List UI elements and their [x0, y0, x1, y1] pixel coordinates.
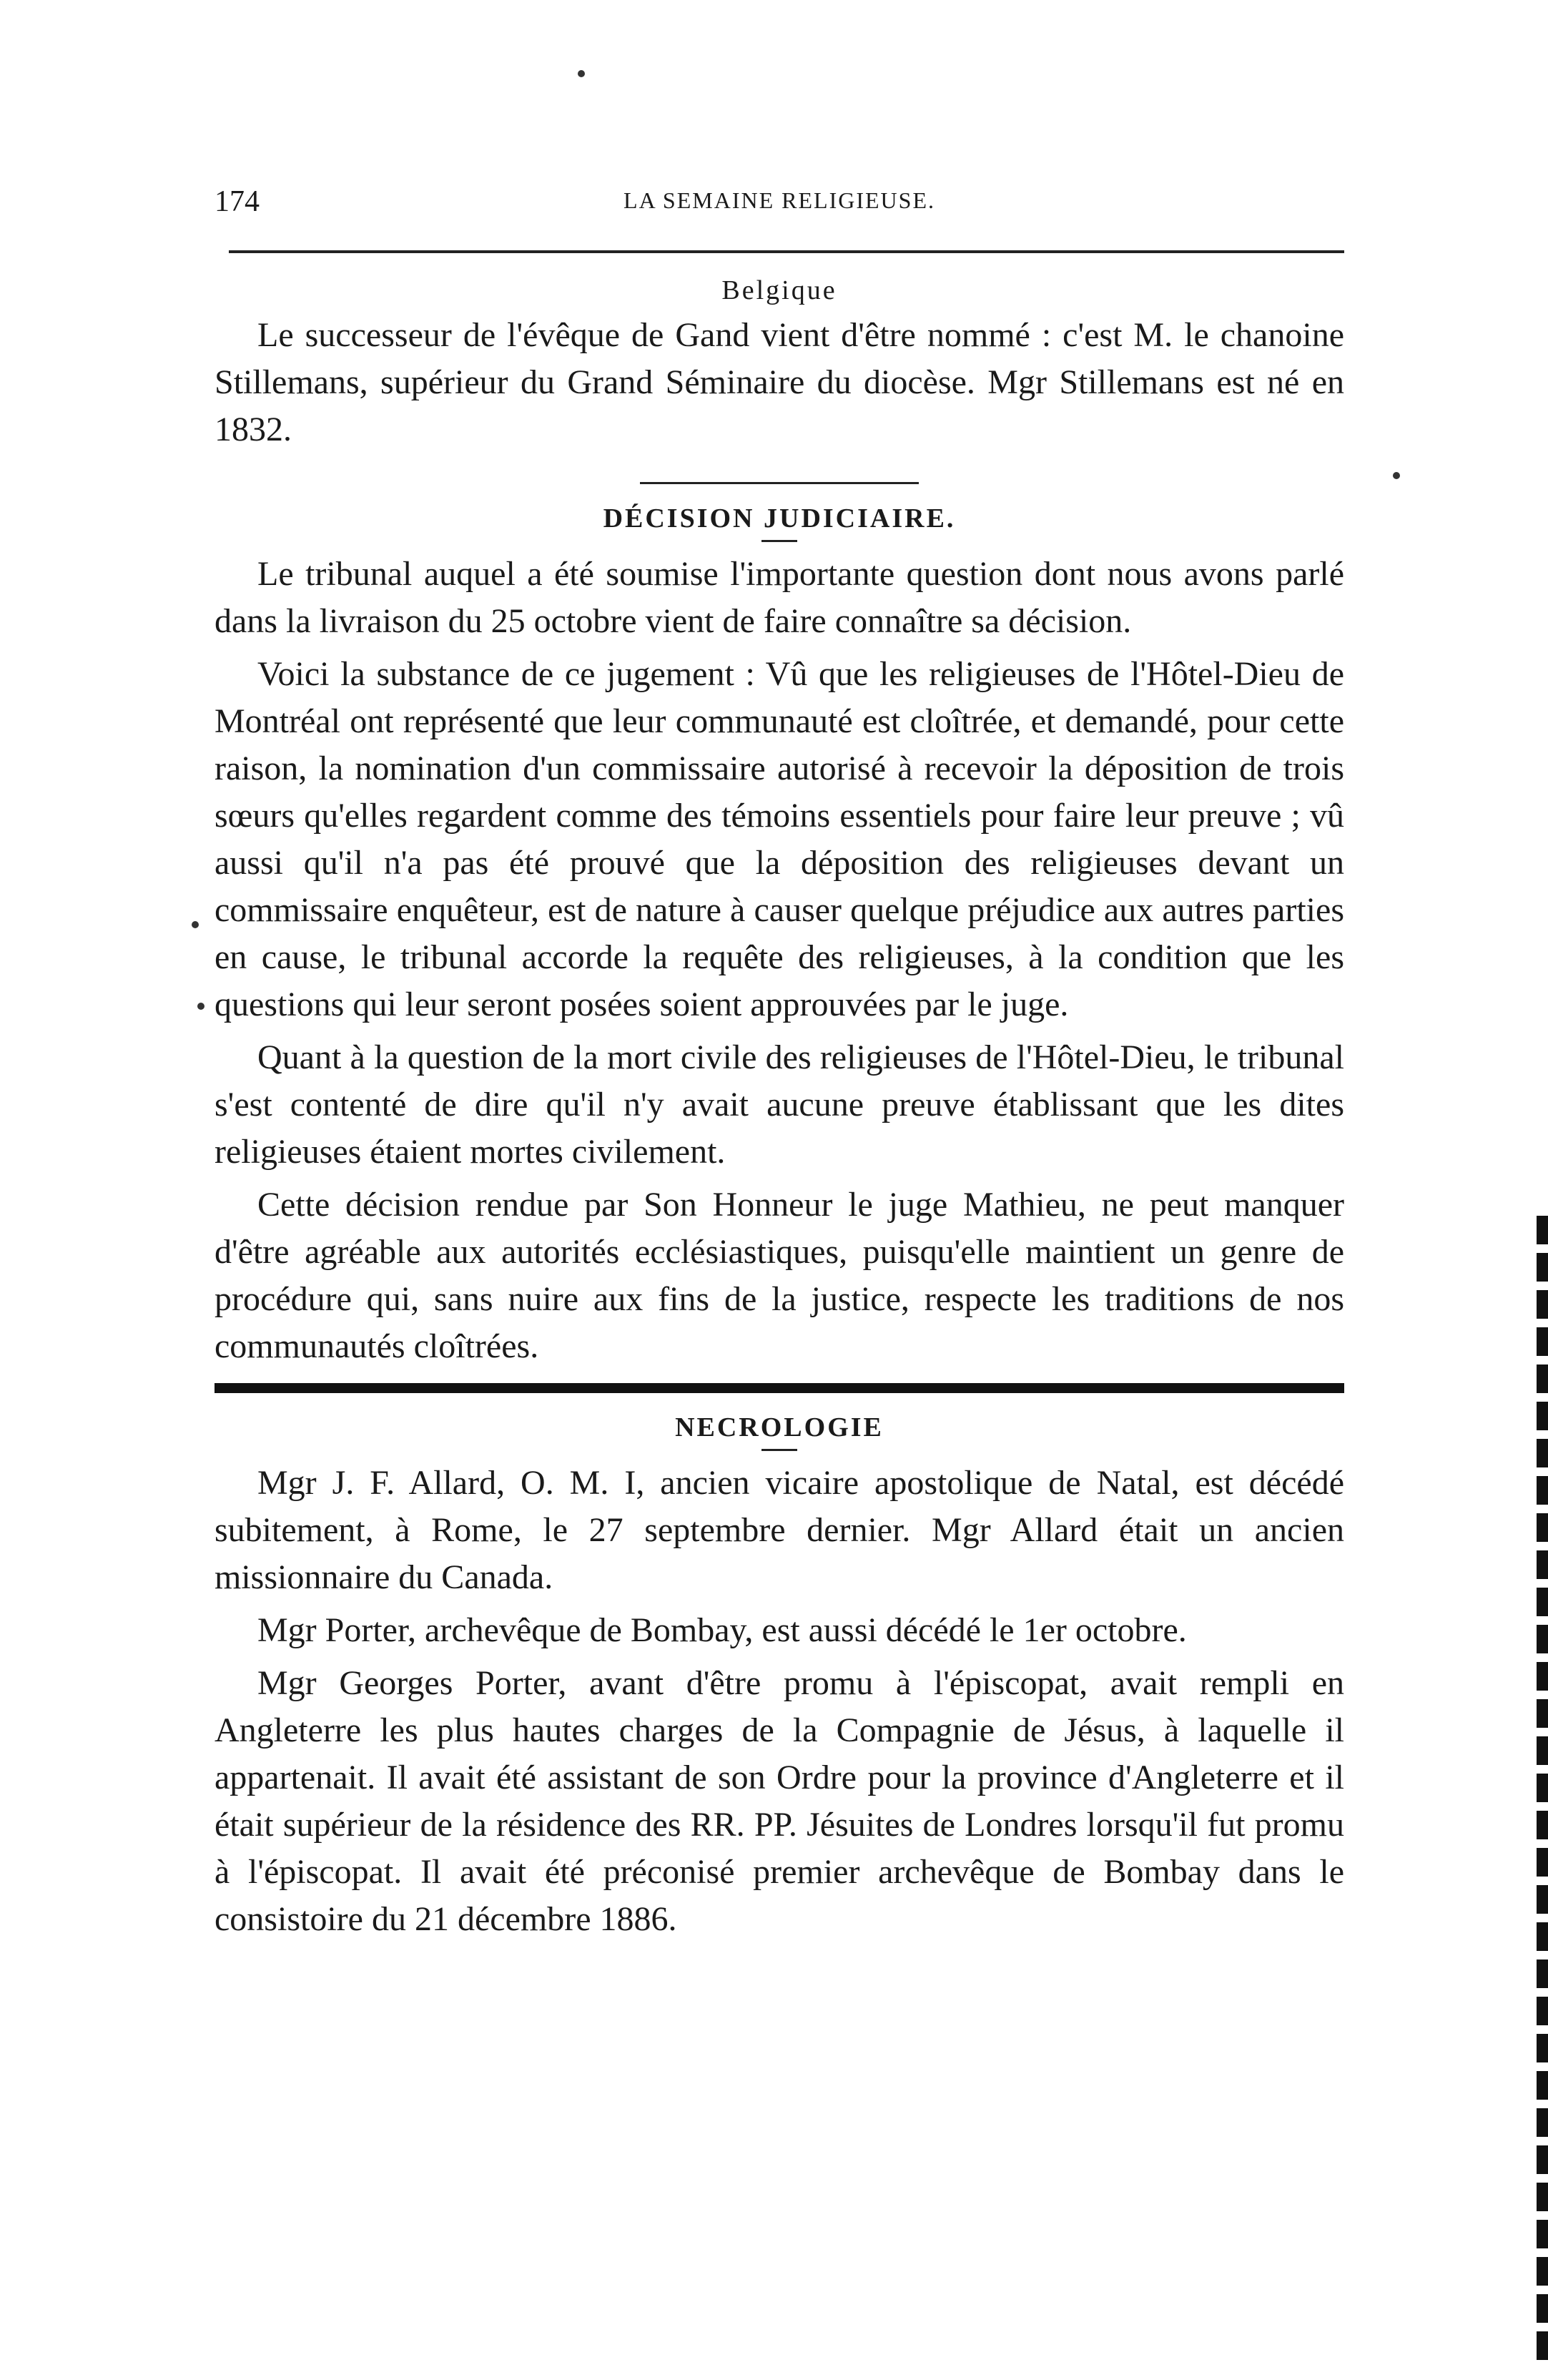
section-title-decision: DÉCISION JUDICIAIRE.: [603, 503, 956, 533]
page-edge-shadow: [1537, 1216, 1548, 2360]
section-decision-judiciaire: [215, 503, 1344, 1370]
title-dash: [761, 540, 797, 542]
page-number: 174: [215, 185, 260, 218]
section-belgique: [215, 275, 1344, 453]
page-content: [215, 179, 1344, 1943]
paragraph: Mgr Porter, archevêque de Bombay, est aussi décédé le 1er octobre.: [257, 1611, 1187, 1649]
section-divider-thick: [215, 1383, 1344, 1393]
print-speck: [1393, 472, 1400, 479]
paragraph: Cette décision rendue par Son Honneur le juge Mathieu, ne peut manquer d'être agréable aux autorités ecclésiastiques, puisqu'elle maintient un genre de procédure qui, sans nuire aux fins de la justice, respecte les traditions de nos communautés cloîtrées.: [215, 1186, 1344, 1365]
paragraph: Voici la substance de ce jugement : Vû que les religieuses de l'Hôtel-Dieu de Montréal ont représenté que leur communauté est cloîtrée, et demandé, pour cette raison, la nomination d'un commissaire autorisé à recevoir la déposition de trois sœurs qu'elles regardent comme des témoins essentiels pour faire leur preuve ; vû aussi qu'il n'a pas été prouvé que la déposition des religieuses devant un commissaire enquêteur, est de nature à causer quelque préjudice aux autres parties en cause, le tribunal accorde la requête des religieuses, à la condition que les questions qui leur seront posées soient approuvées par le juge.: [215, 655, 1344, 1023]
print-speck: [578, 70, 585, 77]
paragraph: Mgr J. F. Allard, O. M. I, ancien vicaire apostolique de Natal, est décédé subitement, à Rome, le 27 septembre dernier. Mgr Allard était un ancien missionnaire du Canada.: [215, 1464, 1344, 1596]
header-rule: [229, 250, 1344, 253]
running-header: [215, 179, 1344, 229]
section-divider: [640, 482, 919, 484]
print-speck: [197, 1003, 204, 1010]
section-necrologie: [215, 1412, 1344, 1943]
paragraph: Mgr Georges Porter, avant d'être promu à l'épiscopat, avait rempli en Angleterre les plus hautes charges de la Compagnie de Jésus, à laquelle il appartenait. Il avait été assistant de son Ordre pour la province d'Angleterre et il était supérieur de la résidence des RR. PP. Jésuites de Londres lorsqu'il fut promu à l'épiscopat. Il avait été préconisé premier archevêque de Bombay dans le consistoire du 21 décembre 1886.: [215, 1664, 1344, 1938]
running-title: LA SEMAINE RELIGIEUSE.: [623, 187, 935, 213]
paragraph: Le tribunal auquel a été soumise l'importante question dont nous avons parlé dans la livraison du 25 octobre vient de faire connaître sa décision.: [215, 555, 1344, 640]
paragraph: Le successeur de l'évêque de Gand vient d'être nommé : c'est M. le chanoine Stillemans, supérieur du Grand Séminaire du diocèse. Mgr Stillemans est né en 1832.: [215, 316, 1344, 448]
section-title-necrologie: NECROLOGIE: [675, 1412, 884, 1442]
print-speck: [192, 921, 199, 928]
paragraph: Quant à la question de la mort civile des religieuses de l'Hôtel-Dieu, le tribunal s'est contenté de dire qu'il n'y avait aucune preuve établissant que les dites religieuses étaient mortes civilement.: [215, 1038, 1344, 1171]
title-dash: [761, 1449, 797, 1451]
section-title-belgique: Belgique: [721, 275, 837, 305]
